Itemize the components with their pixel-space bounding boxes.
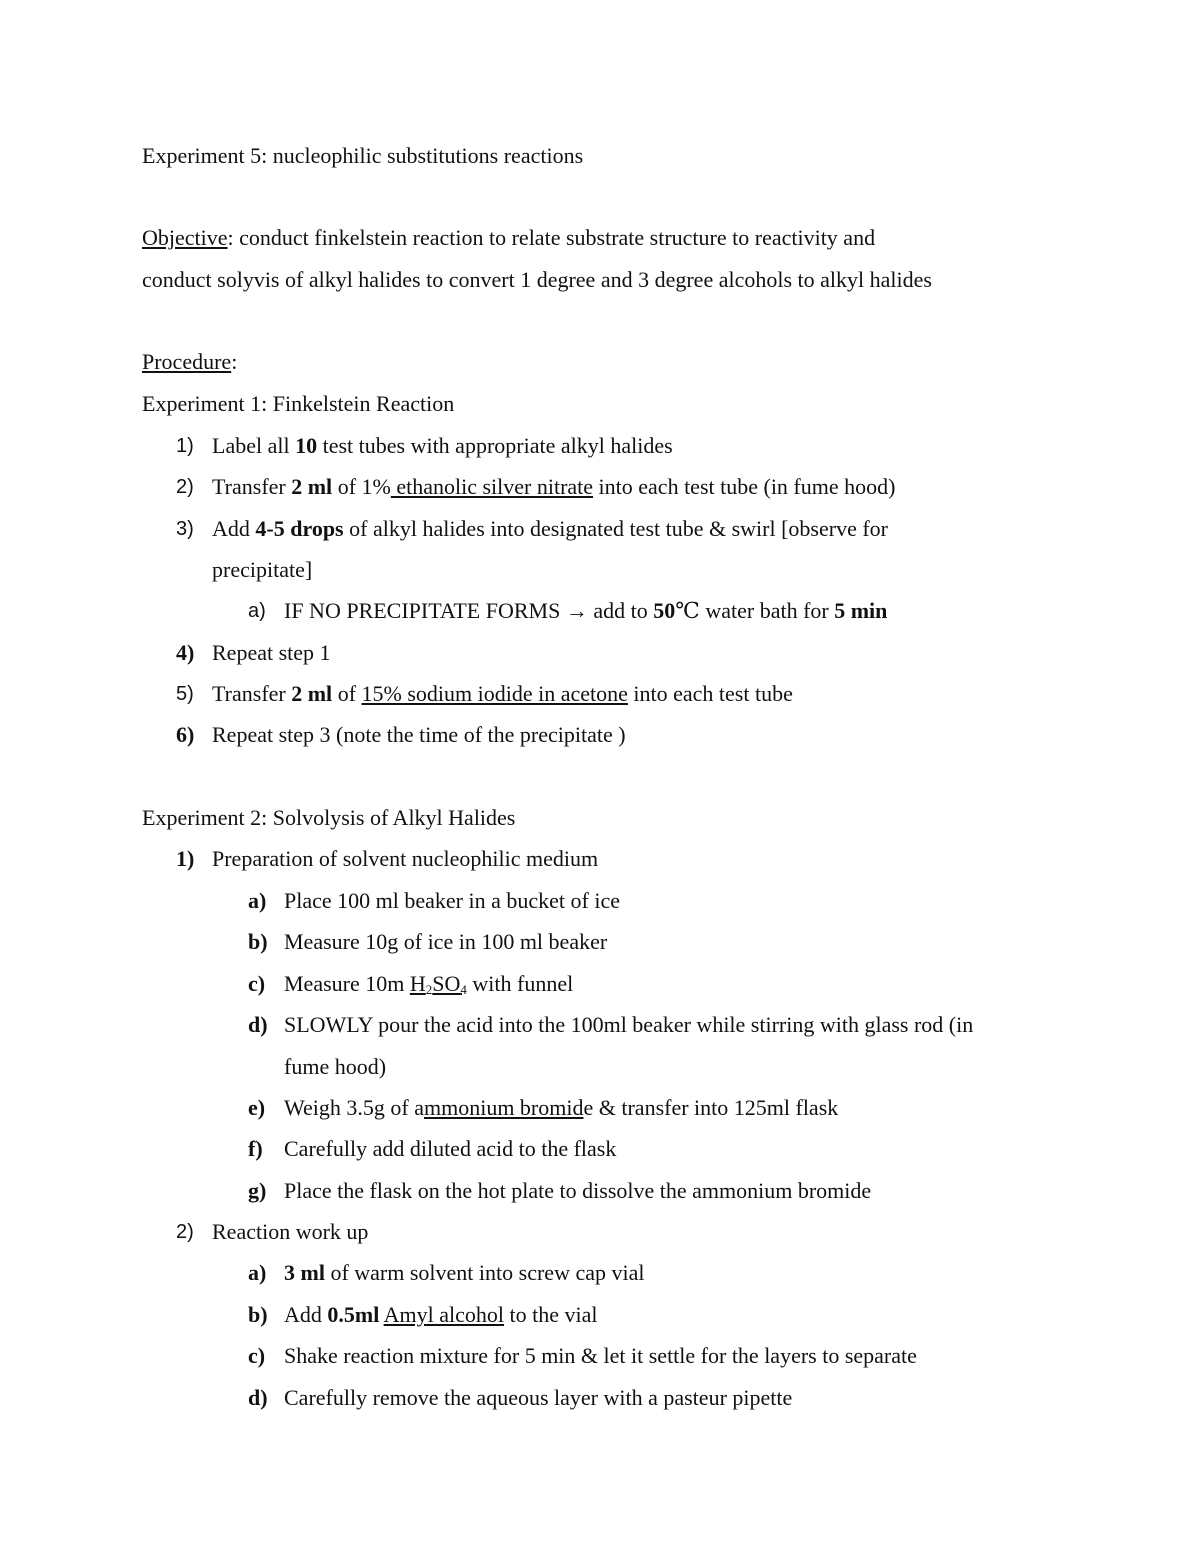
exp1-heading: Experiment 1: Finkelstein Reaction: [142, 391, 455, 416]
document-title: Experiment 5: nucleophilic substitutions reactions: [142, 143, 584, 168]
list-number: 5): [176, 683, 194, 705]
list-letter: c): [248, 971, 266, 996]
exp1-step-3a: IF NO PRECIPITATE FORMS → add to 50℃ water bath for 5 min: [284, 598, 888, 623]
objective-line-2: conduct solyvis of alkyl halides to convert 1 degree and 3 degree alcohols to alkyl halides: [142, 267, 932, 292]
list-letter: g): [248, 1178, 267, 1203]
list-number: 1): [176, 435, 194, 457]
list-number: 3): [176, 518, 194, 540]
exp2-step-2c: Shake reaction mixture for 5 min & let it settle for the layers to separate: [284, 1343, 917, 1368]
list-letter: e): [248, 1095, 266, 1120]
exp2-heading: Experiment 2: Solvolysis of Alkyl Halides: [142, 805, 516, 830]
list-letter: d): [248, 1385, 268, 1410]
exp2-step-2a: 3 ml of warm solvent into screw cap vial: [284, 1260, 645, 1285]
list-number: 6): [176, 722, 195, 747]
list-number: 4): [176, 640, 195, 665]
list-number: 1): [176, 846, 195, 871]
exp2-step-2b: Add 0.5ml Amyl alcohol to the vial: [284, 1302, 598, 1327]
exp1-step-2: Transfer 2 ml of 1% ethanolic silver nitrate into each test tube (in fume hood): [212, 474, 896, 499]
exp2-step-1f: Carefully add diluted acid to the flask: [284, 1136, 617, 1161]
list-letter: c): [248, 1343, 266, 1368]
exp2-step-1e: Weigh 3.5g of ammonium bromide & transfer into 125ml flask: [284, 1095, 839, 1120]
exp2-step-2: Reaction work up: [212, 1219, 369, 1244]
exp2-step-1a: Place 100 ml beaker in a bucket of ice: [284, 888, 620, 913]
list-letter: b): [248, 1302, 268, 1327]
list-letter: d): [248, 1012, 268, 1037]
objective-line-1: [142, 225, 875, 251]
exp2-step-1c: Measure 10m $H_2SO_4$ with funnel: [284, 971, 574, 997]
objective-label: Objective: [142, 225, 228, 250]
exp1-step-1: Label all 10 test tubes with appropriate alkyl halides: [212, 433, 673, 458]
exp2-step-1d: SLOWLY pour the acid into the 100ml beaker while stirring with glass rod (in: [284, 1012, 974, 1037]
exp2-step-1d-cont: fume hood): [284, 1054, 387, 1079]
list-letter: a): [248, 600, 266, 622]
list-letter: f): [248, 1136, 263, 1161]
exp2-step-1b: Measure 10g of ice in 100 ml beaker: [284, 929, 608, 954]
exp2-step-1: Preparation of solvent nucleophilic medium: [212, 846, 599, 871]
list-letter: a): [248, 1260, 267, 1285]
exp1-step-5: Transfer 2 ml of 15% sodium iodide in acetone into each test tube: [212, 681, 793, 706]
procedure-label: Procedure: [142, 349, 232, 374]
exp1-step-3: Add 4-5 drops of alkyl halides into designated test tube & swirl [observe for: [212, 516, 888, 541]
objective-text-1: : conduct finkelstein reaction to relate substrate structure to reactivity and: [227, 225, 876, 250]
exp1-step-4: Repeat step 1: [212, 640, 331, 665]
exp1-step-6: Repeat step 3 (note the time of the precipitate ): [212, 722, 626, 747]
list-letter: b): [248, 929, 268, 954]
exp1-step-3-cont: precipitate]: [212, 557, 313, 582]
list-letter: a): [248, 888, 267, 913]
list-number: 2): [176, 1221, 194, 1243]
list-number: 2): [176, 476, 194, 498]
procedure-heading: Procedure:: [142, 349, 238, 374]
exp2-step-2d: Carefully remove the aqueous layer with a pasteur pipette: [284, 1385, 793, 1410]
exp2-step-1g: Place the flask on the hot plate to dissolve the ammonium bromide: [284, 1178, 872, 1203]
